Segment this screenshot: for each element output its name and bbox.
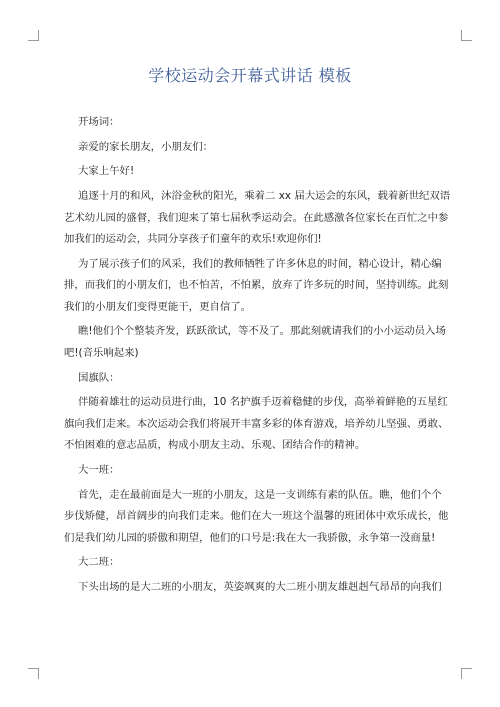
paragraph-line: 吧!(音乐响起来) bbox=[64, 346, 139, 359]
crop-mark-bottom-left bbox=[28, 668, 39, 679]
paragraph-line: 瞧!他们个个整装齐发，跃跃欲试，等不及了。那此刻就请我们的小小运动员入场 bbox=[78, 325, 446, 338]
paragraph bbox=[64, 161, 442, 183]
paragraph-line: 步伐矫健，昂首阔步的向我们走来。他们在大一班这个温馨的班团体中欢乐成长，他 bbox=[64, 510, 449, 523]
paragraph bbox=[64, 485, 449, 550]
paragraph-line: 下头出场的是大二班的小朋友，英姿飒爽的大二班小朋友雄赳赳气昂昂的向我们 bbox=[78, 581, 442, 594]
paragraph-line: 大家上午好! bbox=[78, 165, 135, 178]
paragraph bbox=[64, 321, 446, 364]
crop-mark-bottom-right bbox=[461, 668, 472, 679]
paragraph-line: 首先，走在最前面是大一班的小朋友，这是一支训练有素的队伍。瞧，他们个个 bbox=[78, 488, 442, 501]
crop-mark-top-left bbox=[28, 30, 39, 41]
paragraph-line: 为了展示孩子们的风采，我们的教师牺牲了许多休息的时间，精心设计，精心编 bbox=[78, 257, 442, 270]
paragraph-line: 亲爱的家长朋友，小朋友们： bbox=[78, 140, 214, 153]
paragraph-line: 开场词： bbox=[78, 116, 120, 128]
paragraph bbox=[64, 577, 442, 599]
paragraph-line: 不怕困难的意志品质，构成小朋友主动、乐观、团结合作的精神。 bbox=[64, 439, 366, 452]
paragraph-line: 们是我们幼儿园的骄傲和期望，他们的口号是:我在大一我骄傲，永争第一没商量! bbox=[64, 531, 436, 544]
paragraph-line: 伴随着雄壮的运动员进行曲，10 名护旗手迈着稳健的步伐，高举着鲜艳的五星红 bbox=[78, 396, 448, 409]
paragraph-line: 排，而我们的小朋友们，也不怕苦，不怕累，放弃了许多玩的时间，坚持训练。此刻 bbox=[64, 279, 449, 292]
paragraph bbox=[64, 186, 451, 251]
paragraph-line: 我们的小朋友们变得更能干，更自信了。 bbox=[64, 300, 252, 313]
paragraph bbox=[64, 392, 449, 457]
paragraph bbox=[64, 460, 442, 482]
paragraph bbox=[64, 137, 442, 159]
document-body bbox=[64, 112, 451, 602]
document-title: 学校运动会开幕式讲话 模板 bbox=[148, 66, 352, 85]
paragraph-line: 大二班： bbox=[78, 556, 120, 569]
paragraph-line: 旗向我们走来。本次运动会我们将展开丰富多彩的体育游戏，培养幼儿坚强、勇敢、 bbox=[64, 417, 449, 430]
paragraph-line: 大一班： bbox=[78, 464, 120, 476]
crop-mark-top-right bbox=[461, 30, 472, 41]
paragraph-line: 加我们的运动会，共同分享孩子们童年的欢乐!欢迎你们! bbox=[64, 233, 322, 246]
paragraph bbox=[64, 368, 442, 390]
paragraph bbox=[64, 254, 449, 319]
paragraph-line: 艺术幼儿园的盛督，我们迎来了第七届秋季运动会。在此感激各位家长在百忙之中参 bbox=[64, 211, 449, 224]
paragraph bbox=[64, 552, 442, 574]
paragraph-line: 国旗队： bbox=[78, 371, 120, 384]
paragraph bbox=[64, 112, 442, 134]
paragraph-line: 追逐十月的和风，沐浴金秋的阳光，乘着二 xx 届大运会的东风，载着新世纪双语 bbox=[78, 190, 451, 203]
